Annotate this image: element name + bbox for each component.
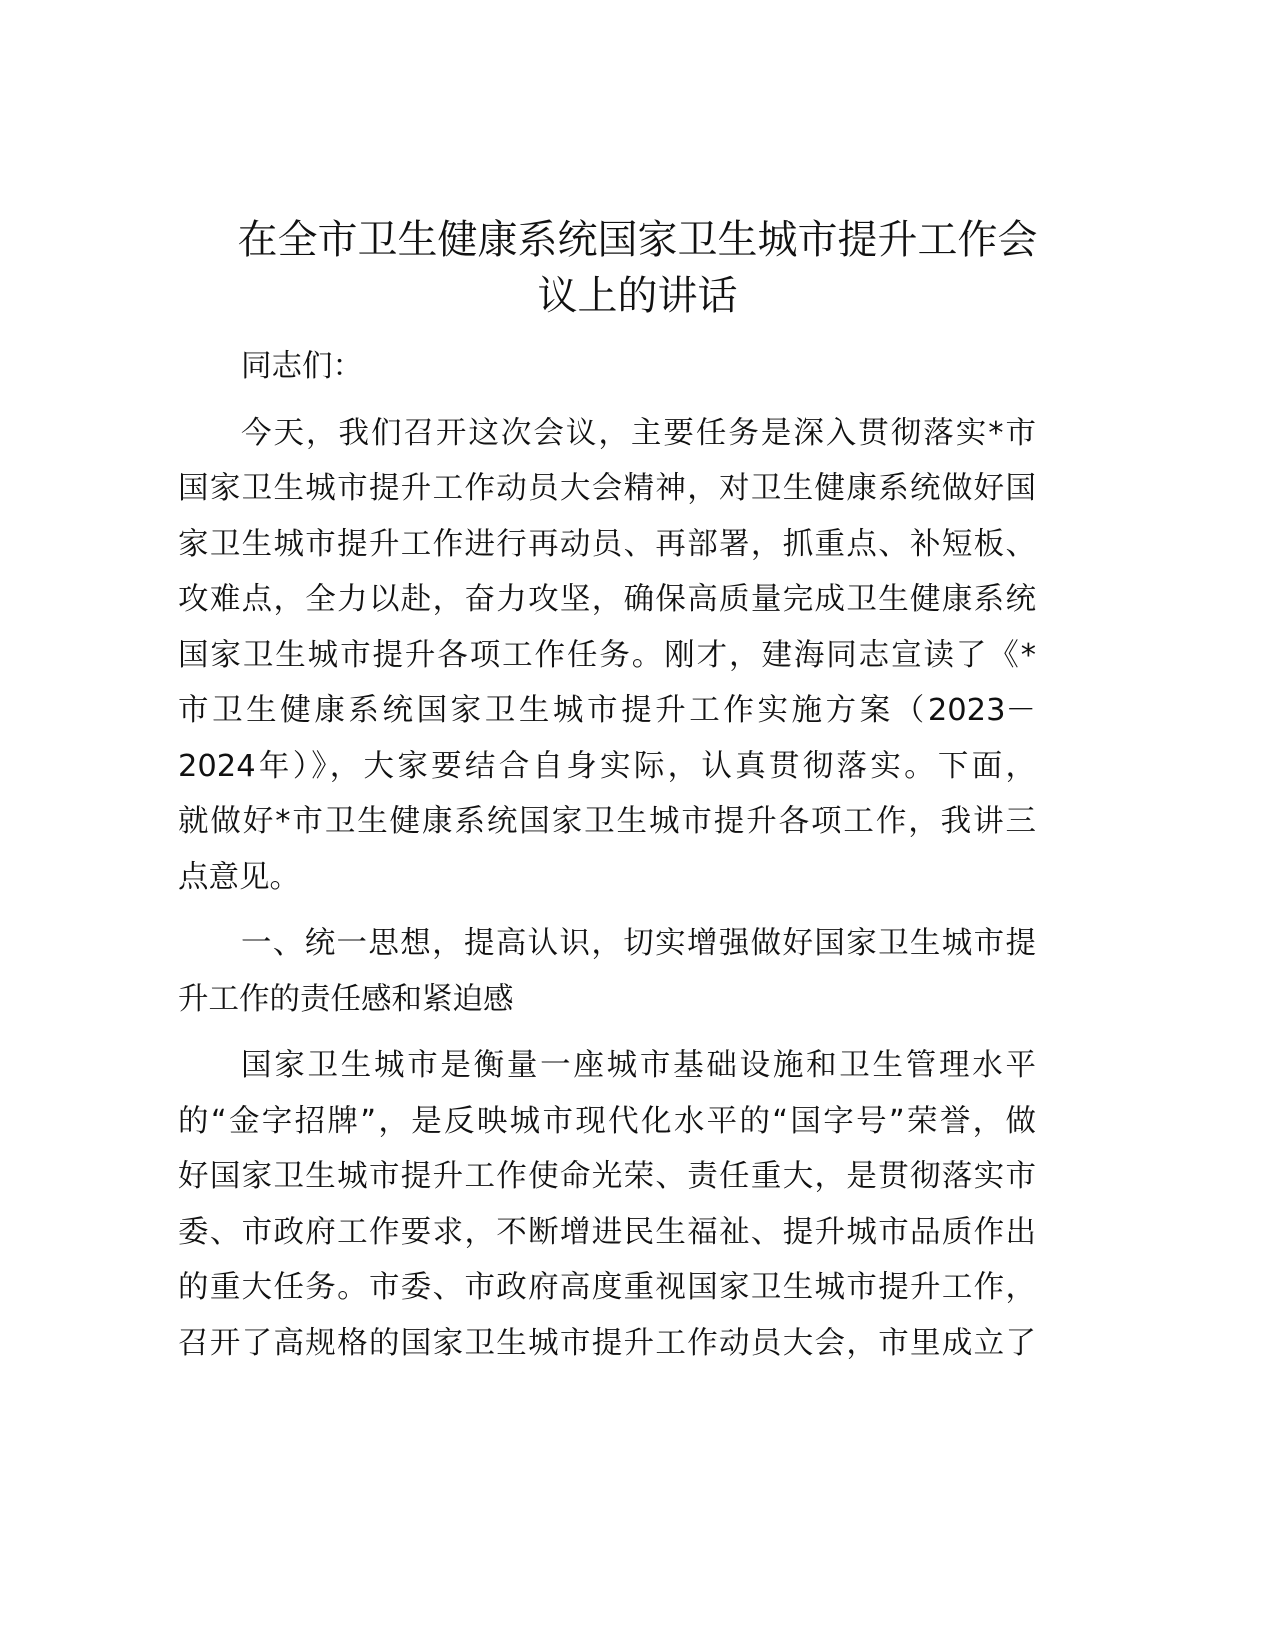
text-line: 一、统一思想，提高认识，切实增强做好国家卫生城市提 — [241, 926, 1036, 961]
text-line: 的“金字招牌”，是反映城市现代化水平的“国字号”荣誉，做 — [178, 1103, 1036, 1139]
text-line: 升工作的责任感和紧迫感 — [178, 981, 514, 1017]
document-title — [150, 212, 1125, 324]
text-line: 国家卫生城市提升各项工作任务。刚才，建海同志宣读了《* — [178, 637, 1036, 673]
text-line: 召开了高规格的国家卫生城市提升工作动员大会，市里成立了 — [178, 1325, 1036, 1361]
text-line: 委、市政府工作要求，不断增进民生福祉、提升城市品质作出 — [178, 1214, 1036, 1250]
document-body — [178, 339, 1036, 1382]
text-line: 国家卫生城市是衡量一座城市基础设施和卫生管理水平 — [241, 1048, 1036, 1083]
title-line: 在全市卫生健康系统国家卫生城市提升工作会 — [237, 217, 1038, 263]
title-line: 议上的讲话 — [537, 273, 738, 319]
salutation — [178, 339, 1036, 395]
text-line: 今天，我们召开这次会议，主要任务是深入贯彻落实*市 — [241, 415, 1036, 451]
text-line: 攻难点，全力以赴，奋力攻坚，确保高质量完成卫生健康系统 — [178, 582, 1036, 617]
text-line: 点意见。 — [178, 859, 300, 895]
paragraph — [178, 406, 1036, 906]
text-line: 同志们： — [241, 349, 363, 384]
text-line: 家卫生城市提升工作进行再动员、再部署，抓重点、补短板、 — [178, 526, 1036, 562]
text-line: 就做好*市卫生健康系统国家卫生城市提升各项工作，我讲三 — [178, 804, 1036, 839]
section-heading — [178, 916, 1036, 1027]
text-line: 2024年）》，大家要结合自身实际，认真贯彻落实。下面， — [178, 748, 1036, 784]
text-line: 市卫生健康系统国家卫生城市提升工作实施方案（2023－ — [178, 693, 1036, 728]
text-line: 的重大任务。市委、市政府高度重视国家卫生城市提升工作， — [178, 1270, 1036, 1305]
paragraph — [178, 1038, 1036, 1371]
text-line: 国家卫生城市提升工作动员大会精神，对卫生健康系统做好国 — [178, 471, 1036, 506]
text-line: 好国家卫生城市提升工作使命光荣、责任重大，是贯彻落实市 — [178, 1159, 1036, 1194]
